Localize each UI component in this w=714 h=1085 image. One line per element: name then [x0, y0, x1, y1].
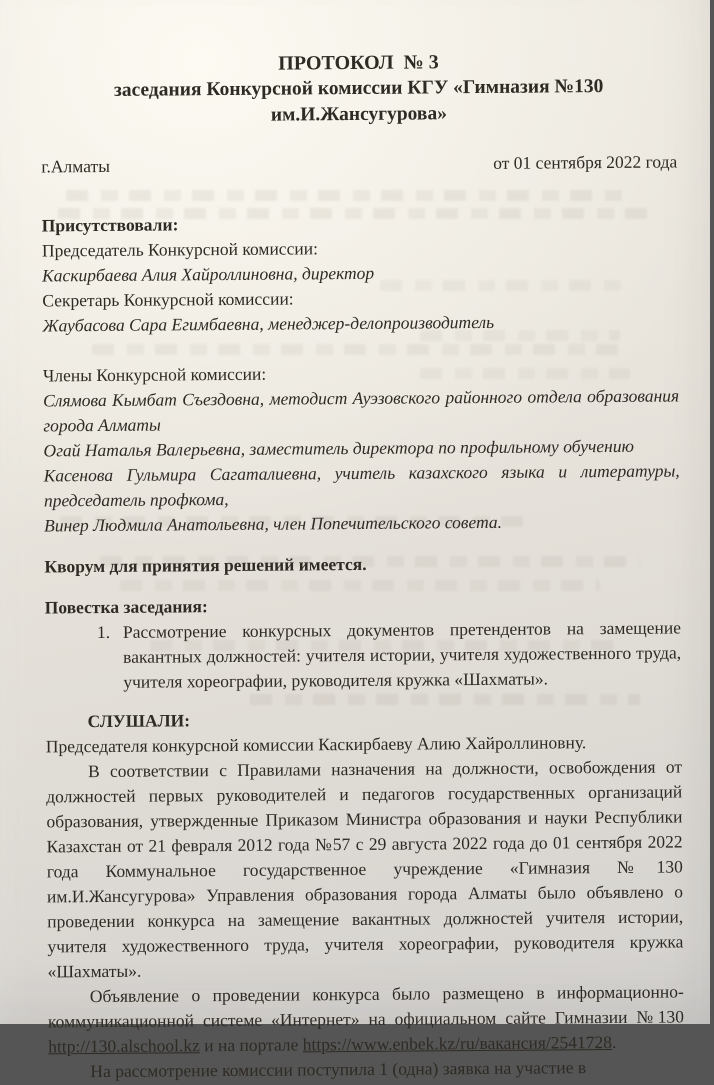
document-title [40, 47, 677, 130]
enbek-vacancy-link[interactable]: https://www.enbek.kz/ru/вакансия/2541728 [302, 1031, 613, 1055]
quorum-statement: Кворум для принятия решений имеется. [44, 553, 367, 577]
heard-paragraph-3: На рассмотрение комиссии поступила 1 (одна) заявка на участие в [90, 1057, 587, 1082]
date-label: от 01 сентября 2022 года [493, 151, 678, 173]
heard-section [46, 704, 685, 1084]
chair-label: Председатель Конкурсной комиссии: [41, 238, 318, 261]
title-line-1: ПРОТОКОЛ № 3 [278, 51, 439, 75]
member-item: Слямова Кымбат Съездовна, методист Ауэзовского районного отдела образования города Алматы [43, 385, 680, 436]
agenda-item-text: Рассмотрение конкурсных документов претендентов на замещение вакантных должностей: учителя истории, учителя художественного труда, учителя хореографии, руководителя кружка «Шахматы». [122, 617, 682, 692]
heard-speaker: Председателя конкурсной комиссии Каскирбаеву Алию Хайроллиновну. [45, 732, 587, 757]
member-item: Винер Людмила Анатольевна, член Попечительского совета. [44, 511, 503, 536]
city-label: г.Алматы [41, 155, 110, 177]
secretary-label: Секретарь Конкурсной комиссии: [42, 288, 294, 311]
agenda-heading: Повестка заседания: [44, 596, 208, 618]
place-date-row [41, 149, 677, 179]
chair-name: Каскирбаева Алия Хайроллиновна, директор [42, 262, 375, 286]
title-line-2: заседания Конкурсной комиссии КГУ «Гимназия №130 [113, 76, 604, 101]
attendees-section [42, 208, 681, 538]
agenda-item-1 [97, 615, 682, 695]
member-item: Касенова Гульмира Сагаталиевна, учитель казахского языка и литературы, председатель профкома, [43, 460, 680, 511]
heard-paragraph-1: В соответствии с Правилами назначения на должности, освобождения от должностей первых руководителей и педагогов государственных организаций образования, утвержденные Приказом Министра образования и науки Республики Казахстан от 21 февраля 2012 года №57 с 29 августа 2022 года до 01 сентября 2022 года Коммунальное государственное учреждение «Гимназия №130 им.И.Жансугурова» Управления образования города Алматы было объявлено о проведении конкурса на замещение вакантных должностей учителя истории, учителя художественного труда, учителя хореографии, руководителя кружка «Шахматы». [46, 756, 684, 982]
agenda-item-number: 1. [96, 621, 111, 643]
heard-paragraph-2 [48, 979, 685, 1059]
portal-connector-text: и на портале [199, 1034, 303, 1056]
school-site-link[interactable]: http://130.alschool.kz [48, 1035, 200, 1057]
attendees-heading: Присутствовали: [41, 214, 179, 236]
member-item: Огай Наталья Валерьевна, заместитель директора по профильному обучению [43, 435, 634, 461]
agenda-section [45, 590, 682, 695]
heard-heading: СЛУШАЛИ: [87, 710, 191, 732]
members-label: Члены Конкурсной комиссии: [42, 363, 267, 386]
announcement-text: Объявление о проведении конкурса было размещено в информационно-коммуникационной системе «Интернет» на официальном сайте Гимназии №130 [47, 981, 685, 1032]
title-line-3: им.И.Жансугурова» [270, 103, 448, 126]
sentence-period: . [611, 1031, 617, 1052]
members-list [43, 358, 680, 538]
secretary-name: Жаубасова Сара Егимбаевна, менеджер-делопроизводитель [42, 311, 495, 336]
